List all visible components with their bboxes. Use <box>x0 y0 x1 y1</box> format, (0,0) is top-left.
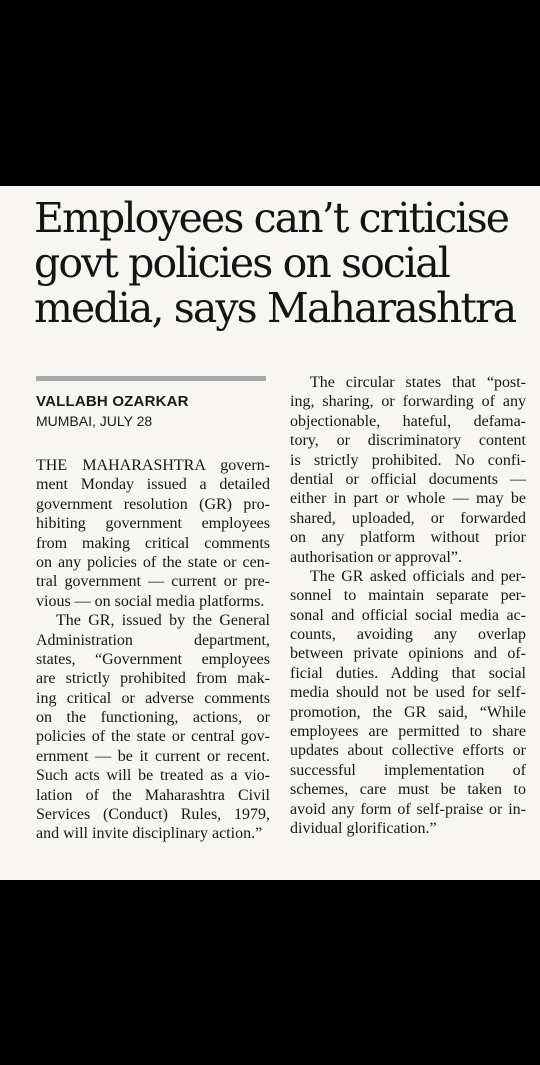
article-line: employees are permitted to share <box>290 723 526 741</box>
article-line: lation of the Maharashtra Civil <box>36 786 270 804</box>
article-line: on any platform without prior <box>290 529 526 547</box>
article-line: is strictly prohibited. No confi- <box>290 451 526 469</box>
article-line: ernment — be it current or recent. <box>36 747 270 765</box>
article-line: Such acts will be treated as a vio- <box>36 767 270 785</box>
article-line: The GR asked officials and per- <box>310 567 526 585</box>
article-line: either in part or whole — may be <box>290 490 526 508</box>
article-line: policies of the state or central gov- <box>36 728 270 746</box>
article-line: between private opinions and of- <box>290 645 526 663</box>
article-line: The GR, issued by the General <box>56 612 270 630</box>
article-line: ing, sharing, or forwarding of any <box>290 393 526 411</box>
article-line: ficial duties. Adding that social <box>290 664 526 682</box>
article-line: tral government — current or pre- <box>36 573 270 591</box>
newspaper-clipping <box>0 186 540 880</box>
article-line: tory, or discriminatory content <box>290 432 526 450</box>
headline-line: Employees can’t criticise <box>34 194 509 242</box>
headline <box>34 196 529 331</box>
article-line: states, “Government employees <box>36 650 270 668</box>
article-line: shared, uploaded, or forwarded <box>290 509 526 527</box>
article-line: on any policies of the state or cen- <box>36 553 270 571</box>
byline-rule <box>36 376 266 381</box>
article-line: authorisation or approval”. <box>290 548 462 566</box>
headline-line: media, says Maharashtra <box>34 284 516 332</box>
article-line: promotion, the GR said, “While <box>290 703 526 721</box>
article-line: are strictly prohibited from mak- <box>36 670 270 688</box>
article-line: sonnel to maintain separate per- <box>290 587 526 605</box>
article-line: and will invite disciplinary action.” <box>36 825 263 843</box>
headline-line: govt policies on social <box>34 239 449 287</box>
article-line: ment Monday issued a detailed <box>36 476 270 494</box>
article-line: government resolution (GR) pro- <box>36 495 270 513</box>
article-line: THE MAHARASHTRA govern- <box>36 457 270 474</box>
article-column-right <box>290 373 526 838</box>
article-line: avoid any form of self-praise or in- <box>290 800 526 818</box>
byline-dateline: MUMBAI, JULY 28 <box>36 413 153 429</box>
article-line: Administration department, <box>36 631 270 649</box>
article-line: hibiting government employees <box>36 515 270 533</box>
article-line: dential or official documents — <box>290 470 526 488</box>
article-line: successful implementation of <box>290 761 526 779</box>
article-line: counts, avoiding any overlap <box>290 626 526 644</box>
article-line: media should not be used for self- <box>290 684 526 702</box>
article-line: vious — on social media platforms. <box>36 592 265 610</box>
article-line: schemes, care must be taken to <box>290 781 526 799</box>
byline-author: VALLABH OZARKAR <box>36 393 189 410</box>
article-line: The circular states that “post- <box>310 374 526 391</box>
article-column-left <box>36 456 270 844</box>
article-line: objectionable, hateful, defama- <box>290 412 526 430</box>
article-line: dividual glorification.” <box>290 819 437 837</box>
article-line: Services (Conduct) Rules, 1979, <box>36 806 270 824</box>
article-line: sonal and official social media ac- <box>290 606 526 624</box>
article-line: updates about collective efforts or <box>290 742 526 760</box>
article-line: on the functioning, actions, or <box>36 709 270 727</box>
article-line: ing critical or adverse comments <box>36 689 270 707</box>
article-line: from making critical comments <box>36 534 270 552</box>
